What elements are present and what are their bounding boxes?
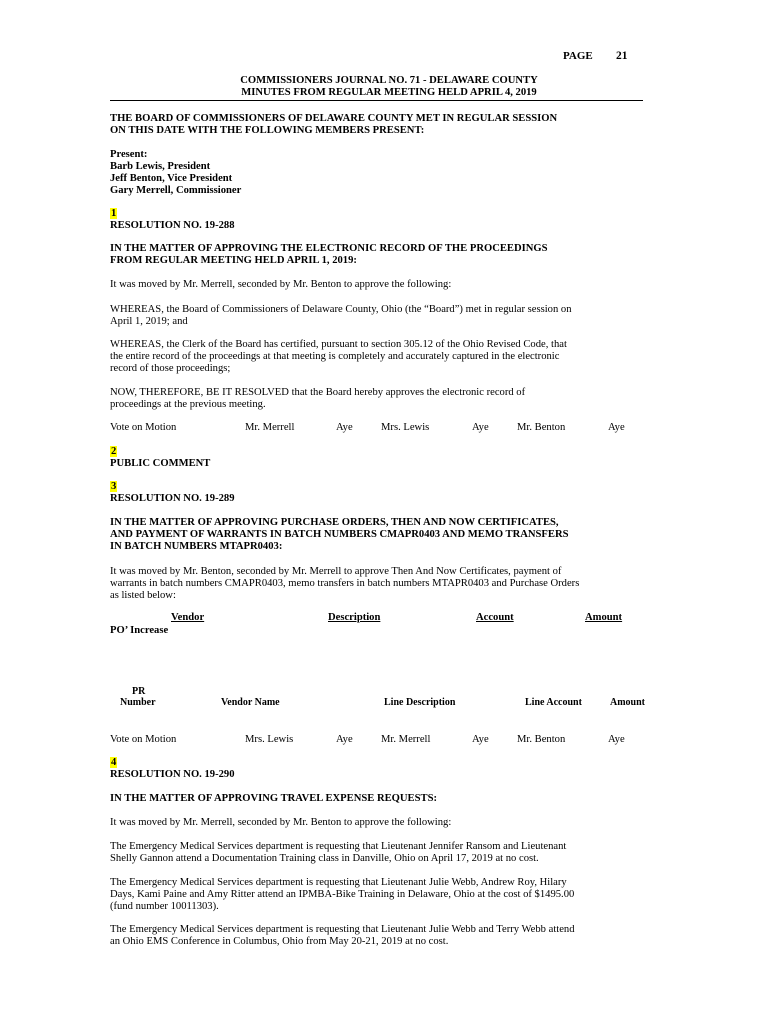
col-header-vendor: Vendor [171, 612, 205, 623]
intro-paragraph [110, 113, 670, 137]
vote-value: Aye [472, 422, 489, 433]
item-4-paragraph-2 [110, 877, 670, 913]
minutes-line: MINUTES FROM REGULAR MEETING HELD APRIL 4, 2019 [241, 87, 537, 98]
col-header-line-account: Line Account [525, 697, 582, 708]
member-item: Barb Lewis, President [110, 161, 211, 172]
text-line: warrants in batch numbers CMAPR0403, memo transfers in batch numbers MTAPR0403 and Purchase Orders [110, 578, 580, 589]
text-line: April 1, 2019; and [110, 316, 188, 327]
title-line: IN BATCH NUMBERS MTAPR0403: [110, 541, 283, 552]
item-number-badge: 2 [111, 446, 117, 457]
journal-header [110, 75, 668, 99]
text-line: WHEREAS, the Clerk of the Board has certified, pursuant to section 305.12 of the Ohio Revised Code, that [110, 339, 567, 350]
col-header-account: Account [476, 612, 514, 623]
text-line: as listed below: [110, 590, 176, 601]
item-4-heading [110, 757, 670, 781]
item-1-title [110, 243, 670, 267]
item-1-heading [110, 208, 670, 232]
col-header-amount: Amount [585, 612, 623, 623]
title-line: AND PAYMENT OF WARRANTS IN BATCH NUMBERS CMAPR0403 AND MEMO TRANSFERS [110, 529, 569, 540]
vote-member: Mrs. Lewis [381, 422, 430, 433]
item-number-badge: 4 [111, 757, 117, 768]
journal-line: COMMISSIONERS JOURNAL NO. 71 - DELAWARE COUNTY [240, 75, 538, 86]
resolution-number: RESOLUTION NO. 19-290 [110, 769, 235, 780]
text-line: The Emergency Medical Services department is requesting that Lieutenant Julie Webb and Terry Webb attend [110, 924, 575, 935]
title-line: IN THE MATTER OF APPROVING PURCHASE ORDERS, THEN AND NOW CERTIFICATES, [110, 517, 559, 528]
item-title: PUBLIC COMMENT [110, 458, 211, 469]
text-line: Days, Kami Paine and Amy Ritter attend an IPMBA-Bike Training in Delaware, Ohio at the cost of $1495.00 [110, 889, 575, 900]
text-line: the entire record of the proceedings at that meeting is completely and accurately captured in the electronic [110, 351, 560, 362]
text-line: NOW, THEREFORE, BE IT RESOLVED that the Board hereby approves the electronic record of [110, 387, 526, 398]
vote-value: Aye [608, 734, 625, 745]
item-4-title: IN THE MATTER OF APPROVING TRAVEL EXPENSE REQUESTS: [110, 793, 438, 804]
item-3-moved [110, 566, 670, 602]
member-item: Jeff Benton, Vice President [110, 173, 233, 184]
col-header-line-description: Line Description [384, 697, 456, 708]
item-1-moved: It was moved by Mr. Merrell, seconded by Mr. Benton to approve the following: [110, 279, 452, 290]
vote-value: Aye [472, 734, 489, 745]
col-header-vendor-name: Vendor Name [221, 697, 280, 708]
text-line: WHEREAS, the Board of Commissioners of Delaware County, Ohio (the “Board”) met in regular session on [110, 304, 572, 315]
resolution-number: RESOLUTION NO. 19-289 [110, 493, 235, 504]
vote-member: Mr. Benton [517, 734, 566, 745]
page-label: PAGE [563, 50, 593, 62]
text-line: The Emergency Medical Services department is requesting that Lieutenant Jennifer Ransom and Lieutenant [110, 841, 567, 852]
item-1-whereas-1 [110, 304, 670, 328]
resolution-number: RESOLUTION NO. 19-288 [110, 220, 235, 231]
item-4-moved: It was moved by Mr. Merrell, seconded by Mr. Benton to approve the following: [110, 817, 452, 828]
page-number: 21 [616, 50, 628, 62]
vote-value: Aye [336, 422, 353, 433]
vote-member: Mr. Merrell [245, 422, 295, 433]
po-increase-label: PO’ Increase [110, 625, 169, 636]
item-number-badge: 3 [111, 481, 117, 492]
item-4-paragraph-1 [110, 841, 670, 865]
intro-line: ON THIS DATE WITH THE FOLLOWING MEMBERS PRESENT: [110, 125, 425, 136]
col-header-description: Description [328, 612, 381, 623]
item-2-heading [110, 446, 670, 470]
item-1-resolved [110, 387, 670, 411]
vote-label: Vote on Motion [110, 422, 177, 433]
item-4-paragraph-3 [110, 924, 670, 948]
item-3-title [110, 517, 670, 553]
text-line: It was moved by Mr. Benton, seconded by Mr. Merrell to approve Then And Now Certificates, payment of [110, 566, 562, 577]
text-line: The Emergency Medical Services department is requesting that Lieutenant Julie Webb, Andrew Roy, Hilary [110, 877, 567, 888]
title-line: FROM REGULAR MEETING HELD APRIL 1, 2019: [110, 255, 357, 266]
vote-member: Mr. Benton [517, 422, 566, 433]
text-line: (fund number 10011303). [110, 901, 219, 912]
text-line: proceedings at the previous meeting. [110, 399, 266, 410]
text-line: an Ohio EMS Conference in Columbus, Ohio from May 20-21, 2019 at no cost. [110, 936, 449, 947]
text-line: Shelly Gannon attend a Documentation Training class in Danville, Ohio on April 17, 2019 at no cost. [110, 853, 539, 864]
title-line: IN THE MATTER OF APPROVING THE ELECTRONIC RECORD OF THE PROCEEDINGS [110, 243, 548, 254]
vote-value: Aye [336, 734, 353, 745]
item-number-badge: 1 [111, 208, 117, 219]
col-header-number: Number [120, 697, 156, 708]
item-1-whereas-2 [110, 339, 670, 375]
vote-value: Aye [608, 422, 625, 433]
item-3-heading [110, 481, 670, 505]
header-divider [110, 100, 643, 101]
present-label: Present: [110, 149, 148, 160]
intro-line: THE BOARD OF COMMISSIONERS OF DELAWARE COUNTY MET IN REGULAR SESSION [110, 113, 558, 124]
col-header-amount: Amount [610, 697, 646, 708]
vote-label: Vote on Motion [110, 734, 177, 745]
vote-member: Mr. Merrell [381, 734, 431, 745]
present-members [110, 149, 670, 197]
vote-member: Mrs. Lewis [245, 734, 294, 745]
col-header-pr: PR [132, 686, 146, 697]
member-item: Gary Merrell, Commissioner [110, 185, 242, 196]
text-line: record of those proceedings; [110, 363, 231, 374]
